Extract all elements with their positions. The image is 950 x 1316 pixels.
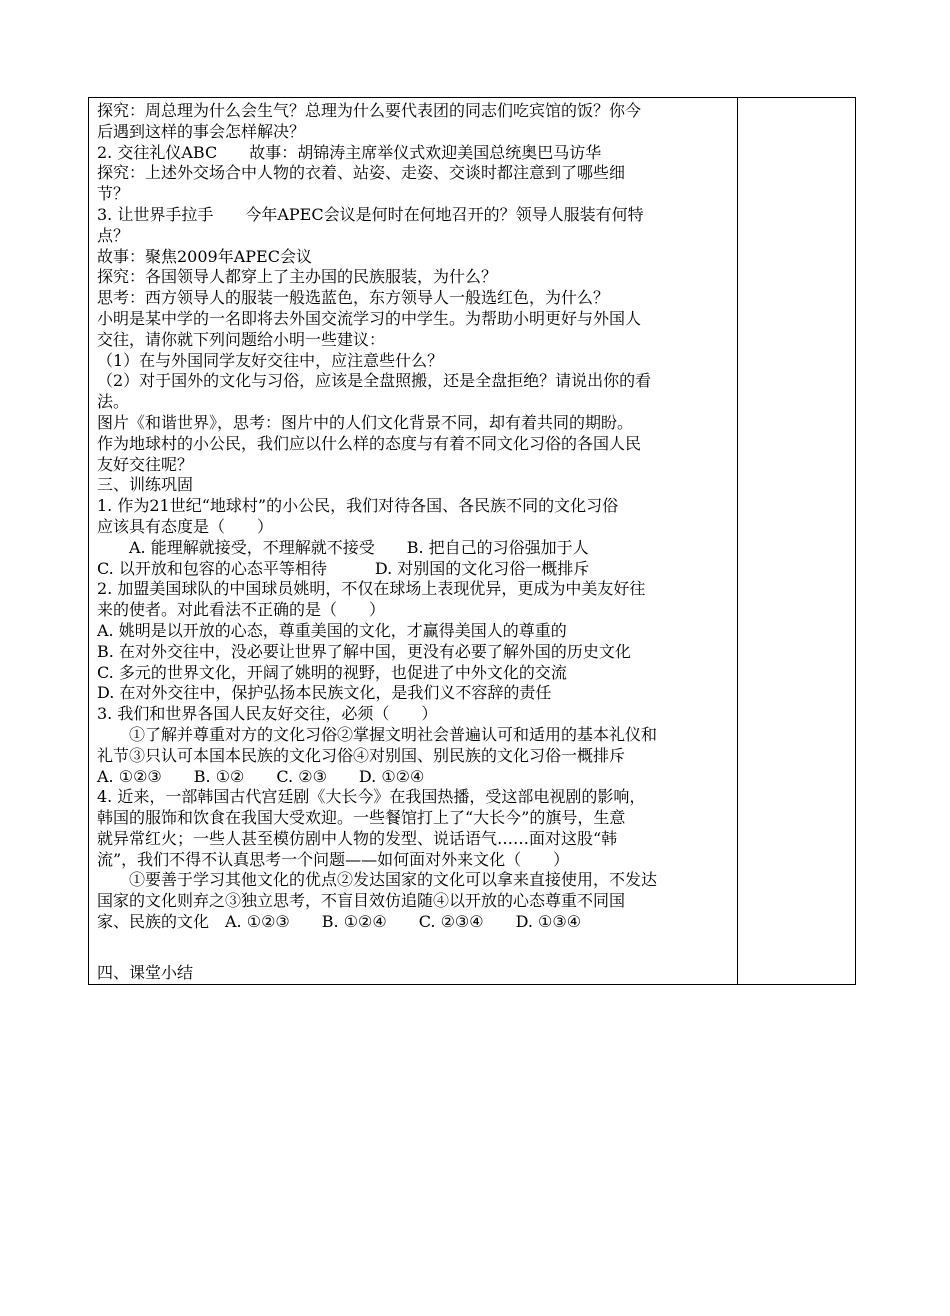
text-line: ①要善于学习其他文化的优点②发达国家的文化可以拿来直接使用，不发达 xyxy=(129,870,658,890)
worksheet-table xyxy=(88,97,856,985)
option-line: C. 多元的世界文化，开阔了姚明的视野，也促进了中外文化的交流 xyxy=(97,662,567,682)
text-line: 思考：西方领导人的服装一般选蓝色，东方领导人一般选红色，为什么？ xyxy=(97,288,610,308)
text-line: 友好交往呢？ xyxy=(97,454,194,474)
text-line: 礼节③只认可本国本民族的文化习俗④对别国、别民族的文化习俗一概排斥 xyxy=(97,745,626,765)
option-line: A. ①②③ B. ①② C. ②③ D. ①②④ xyxy=(97,766,425,786)
question-4: 4. 近来，一部韩国古代宫廷剧《大长今》在我国热播，受这部电视剧的影响， xyxy=(97,787,646,807)
text-line: （2）对于国外的文化与习俗，应该是全盘照搬，还是全盘拒绝？请说出你的看 xyxy=(97,371,652,391)
option-line: 家、民族的文化 A. ①②③ B. ①②④ C. ②③④ D. ①③④ xyxy=(97,912,582,932)
option-line: A. 姚明是以开放的心态，尊重美国的文化，才赢得美国人的尊重的 xyxy=(97,620,567,640)
option-line: B. 在对外交往中，没必要让世界了解中国，更没有必要了解外国的历史文化 xyxy=(97,641,631,661)
text-line: 探究：周总理为什么会生气？总理为什么要代表团的同志们吃宾馆的饭？你今 xyxy=(97,101,642,120)
section-heading: 三、训练巩固 xyxy=(97,475,194,495)
option-line: D. 在对外交往中，保护弘扬本民族文化，是我们义不容辞的责任 xyxy=(97,683,552,703)
text-line: 故事：聚焦2009年APEC会议 xyxy=(97,246,312,266)
column-divider xyxy=(737,98,738,984)
text-line: 韩国的服饰和饮食在我国大受欢迎。一些餐馆打上了“大长今”的旗号，生意 xyxy=(97,808,626,828)
text-line: 就异常红火；一些人甚至模仿剧中人物的发型、说话语气……面对这股“韩 xyxy=(97,828,618,848)
content-cell xyxy=(97,101,733,933)
text-line: ①了解并尊重对方的文化习俗②掌握文明社会普遍认可和适用的基本礼仪和 xyxy=(129,724,658,744)
question-2: 2. 加盟美国球队的中国球员姚明，不仅在球场上表现优异，更成为中美友好往 xyxy=(97,579,646,599)
question-1: 1. 作为21世纪“地球村”的小公民，我们对待各国、各民族不同的文化习俗 xyxy=(97,496,619,516)
text-line: （1）在与外国同学友好交往中，应注意些什么？ xyxy=(97,350,444,370)
text-line: 节？ xyxy=(97,184,130,204)
section-heading-summary: 四、课堂小结 xyxy=(97,963,194,983)
text-line: 2. 交往礼仪ABC 故事：胡锦涛主席举仪式欢迎美国总统奥巴马访华 xyxy=(97,142,602,162)
text-line: 国家的文化则弃之③独立思考，不盲目效仿追随④以开放的心态尊重不同国 xyxy=(97,891,626,911)
text-line: 应该具有态度是（ ） xyxy=(97,516,274,536)
text-line: 后遇到这样的事会怎样解决？ xyxy=(97,121,306,141)
text-line: 交往，请你就下列问题给小明一些建议： xyxy=(97,329,386,349)
text-line: 小明是某中学的一名即将去外国交流学习的中学生。为帮助小明更好与外国人 xyxy=(97,308,642,328)
text-line: 点？ xyxy=(97,225,130,245)
text-line: 来的使者。对此看法不正确的是（ ） xyxy=(97,600,386,620)
text-line: 作为地球村的小公民，我们应以什么样的态度与有着不同文化习俗的各国人民 xyxy=(97,433,642,453)
text-line: 探究：上述外交场合中人物的衣着、站姿、走姿、交谈时都注意到了哪些细 xyxy=(97,163,626,183)
text-line: 3. 让世界手拉手 今年APEC会议是何时在何地召开的？领导人服装有何特 xyxy=(97,204,644,224)
option-line: A. 能理解就接受，不理解就不接受 B. 把自己的习俗强加于人 xyxy=(129,537,589,557)
text-line: 法。 xyxy=(97,392,130,412)
text-line: 探究：各国领导人都穿上了主办国的民族服装，为什么？ xyxy=(97,267,498,287)
text-line: 流”，我们不得不认真思考一个问题——如何面对外来文化（ ） xyxy=(97,849,570,869)
question-3: 3. 我们和世界各国人民友好交往，必须（ ） xyxy=(97,704,438,724)
text-line: 图片《和谐世界》，思考：图片中的人们文化背景不同，却有着共同的期盼。 xyxy=(97,412,634,432)
option-line: C. 以开放和包容的心态平等相待 D. 对别国的文化习俗一概排斥 xyxy=(97,558,590,578)
